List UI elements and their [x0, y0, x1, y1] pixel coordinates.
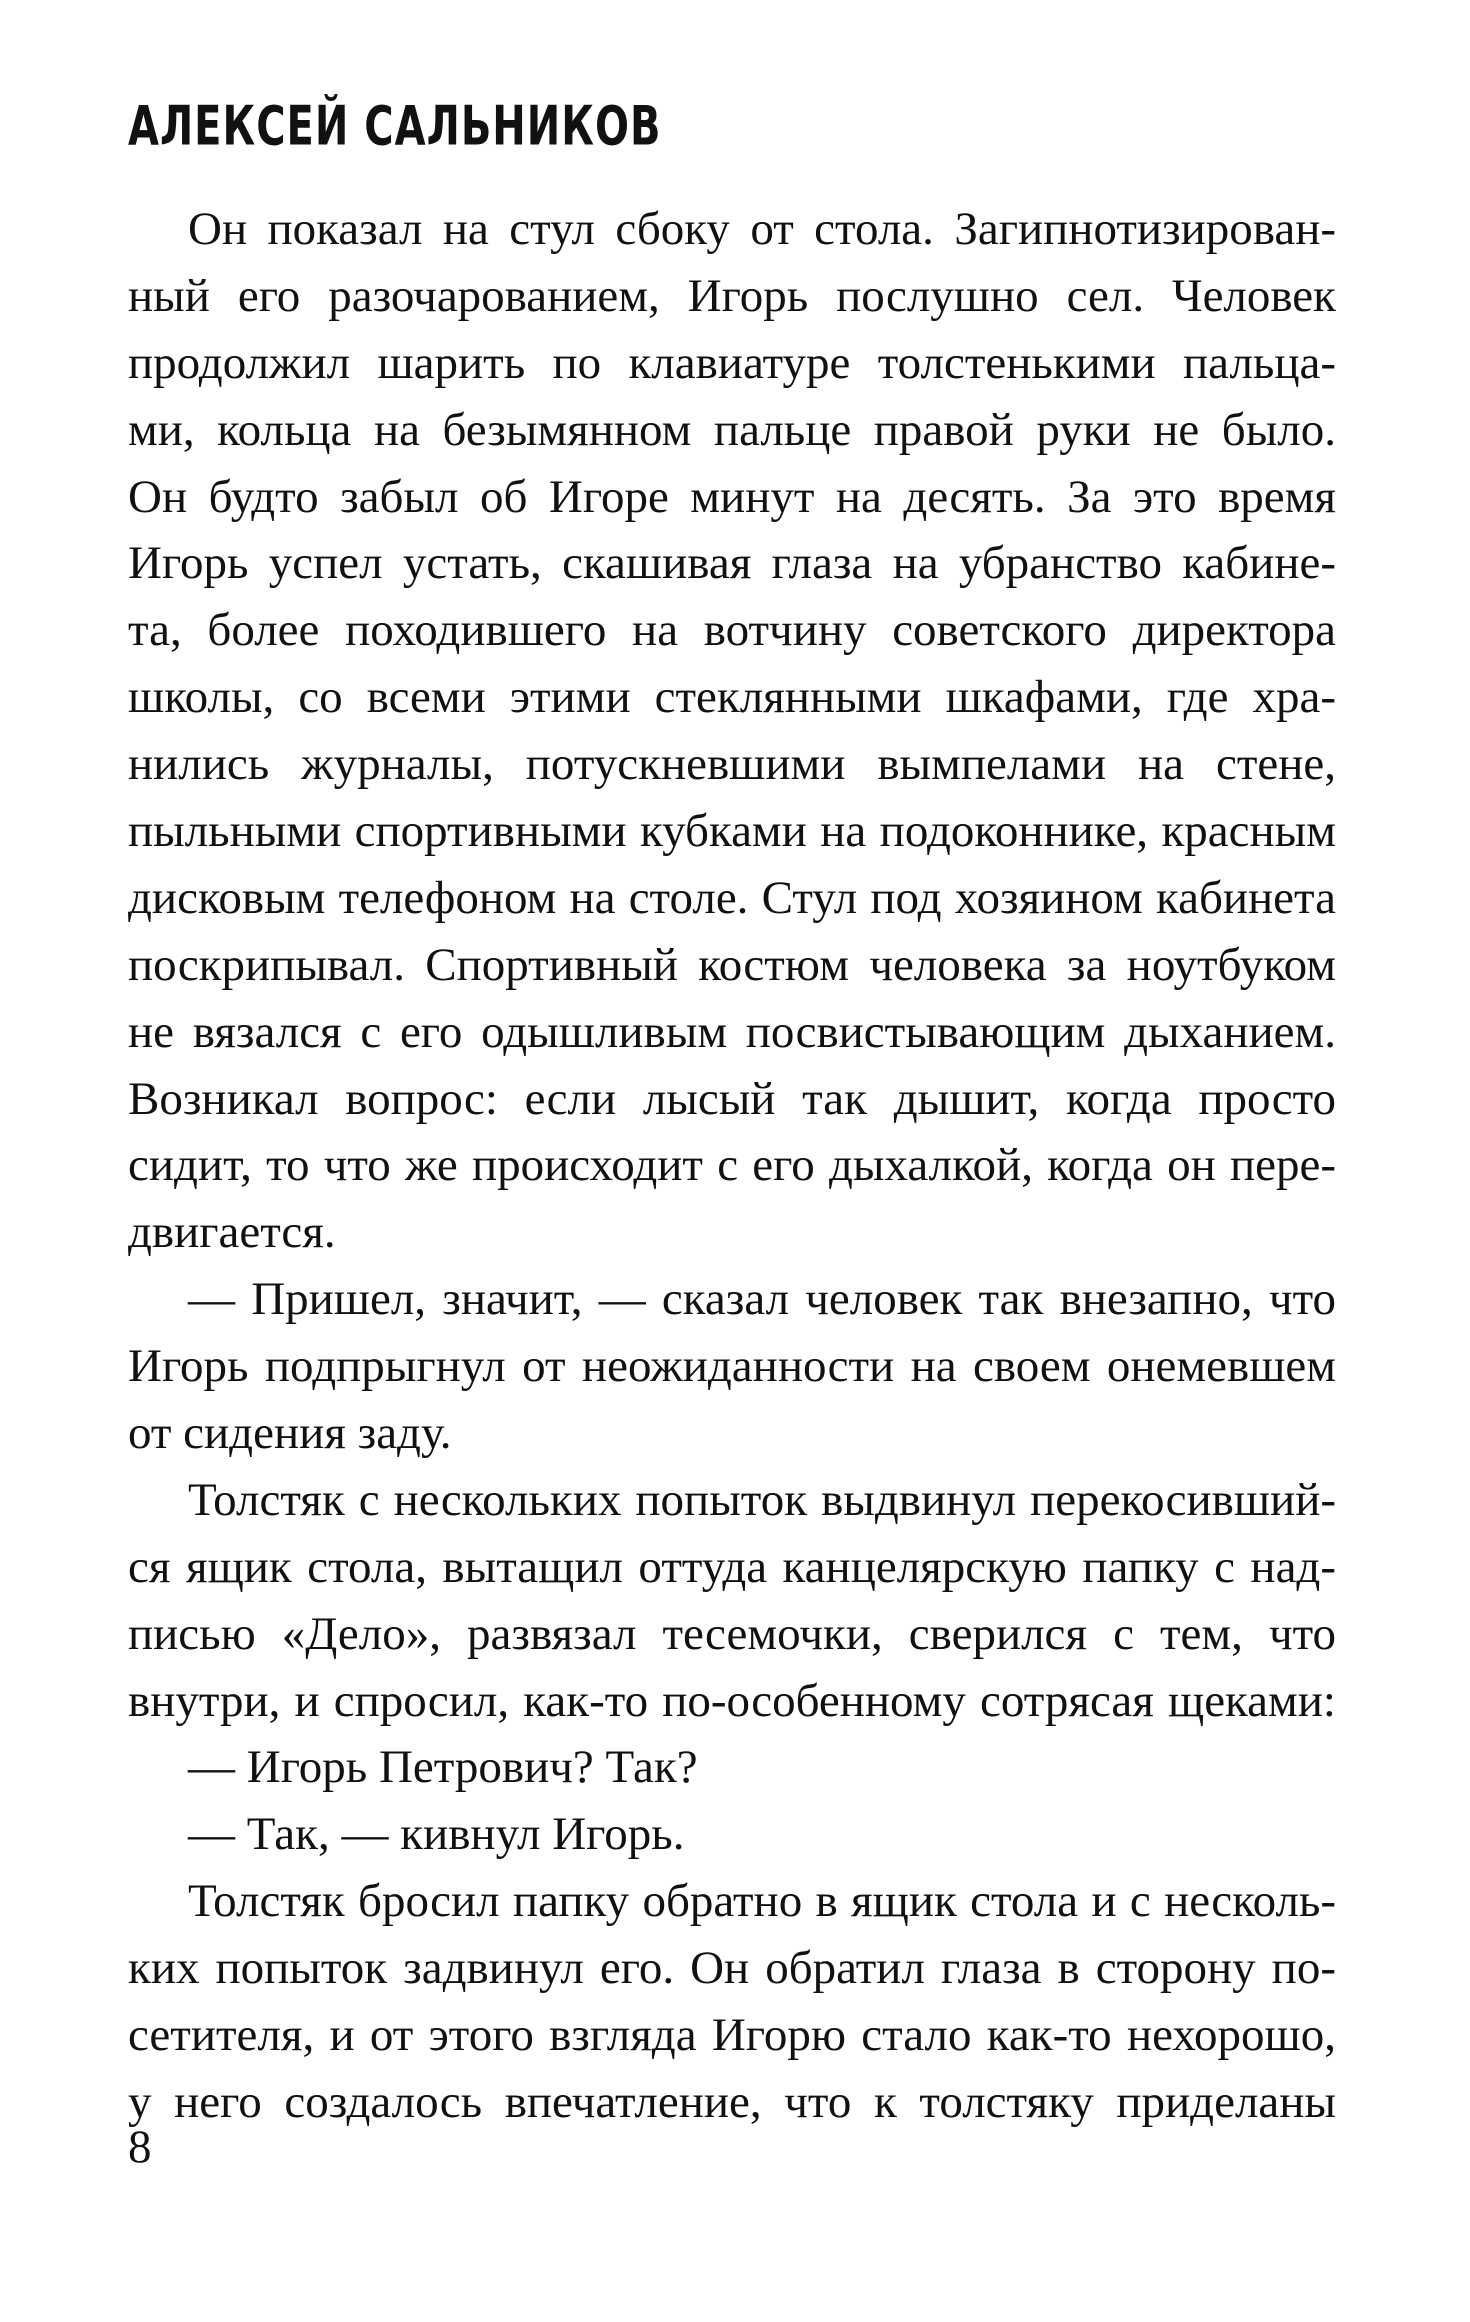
text-line: пыльными спортивными кубками на подоконнике, красным [128, 805, 1336, 858]
body-text [128, 196, 1336, 2136]
text-line: не вязался с его одышливым посвистывающим дыханием. [128, 1005, 1336, 1058]
text-line: Возникал вопрос: если лысый так дышит, когда просто [128, 1072, 1336, 1125]
text-line: двигается. [128, 1206, 336, 1259]
text-line: дисковым телефоном на столе. Стул под хозяином кабинета [128, 871, 1336, 924]
text-line: ми, кольца на безымянном пальце правой руки не было. [128, 403, 1336, 456]
text-line: сидит, то что же происходит с его дыхалкой, когда он пере- [128, 1139, 1336, 1192]
text-line: — Пришел, значит, — сказал человек так внезапно, что [188, 1273, 1336, 1326]
text-line: ный его разочарованием, Игорь послушно сел. Человек [128, 269, 1336, 322]
text-line: — Игорь Петрович? Так? [188, 1741, 698, 1794]
text-line: внутри, и спросил, как-то по-особенному сотрясая щеками: [128, 1674, 1336, 1727]
text-line: от сидения заду. [128, 1407, 452, 1460]
text-line: писью «Дело», развязал тесемочки, сверился с тем, что [128, 1607, 1336, 1660]
text-line: Игорь успел устать, скашивая глаза на убранство кабине- [128, 537, 1336, 590]
text-line: Толстяк бросил папку обратно в ящик стола и с несколь- [188, 1875, 1336, 1928]
text-line: та, более походившего на вотчину советского директора [128, 604, 1336, 657]
text-line: ких попыток задвинул его. Он обратил глаза в сторону по- [128, 1942, 1336, 1995]
text-line: Игорь подпрыгнул от неожиданности на своем онемевшем [128, 1340, 1336, 1393]
text-line: — Так, — кивнул Игорь. [188, 1808, 685, 1861]
text-line: школы, со всеми этими стеклянными шкафами, где хра- [128, 671, 1336, 724]
text-line: поскрипывал. Спортивный костюм человека за ноутбуком [128, 938, 1336, 991]
text-line: Он показал на стул сбоку от стола. Загипнотизирован- [188, 203, 1336, 255]
page-number: 8 [128, 2121, 152, 2173]
text-line: Он будто забыл об Игоре минут на десять. За это время [128, 470, 1336, 523]
text-line: Толстяк с нескольких попыток выдвинул перекосивший- [188, 1473, 1336, 1526]
text-line: сетителя, и от этого взгляда Игорю стало как-то нехорошо, [128, 2009, 1336, 2062]
running-head-author: АЛЕКСЕЙ САЛЬНИКОВ [128, 96, 662, 159]
text-line: у него создалось впечатление, что к толстяку приделаны [128, 2075, 1336, 2128]
text-line: нились журналы, потускневшими вымпелами на стене, [128, 738, 1336, 791]
text-line: ся ящик стола, вытащил оттуда канцелярскую папку с над- [128, 1540, 1336, 1593]
text-line: продолжил шарить по клавиатуре толстенькими пальца- [128, 336, 1336, 389]
